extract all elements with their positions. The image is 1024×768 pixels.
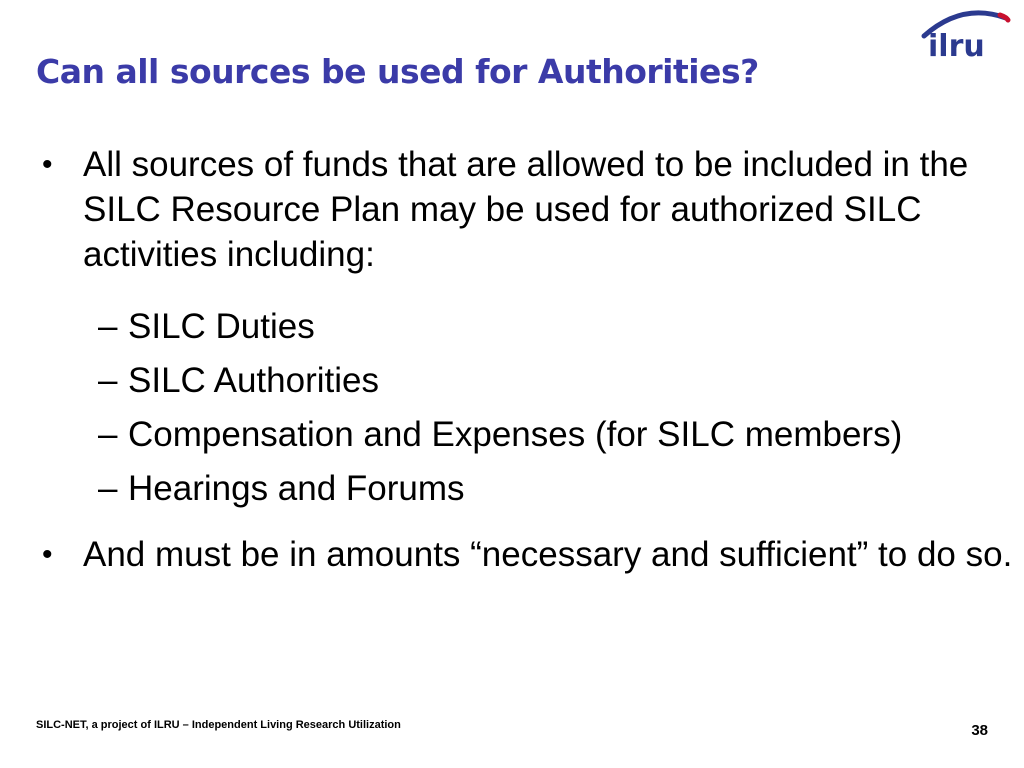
ilru-logo-graphic (918, 6, 1014, 64)
logo-text: ilru (928, 29, 985, 64)
sub-bullet-text: SILC Authorities (128, 361, 379, 400)
bullet-text: And must be in amounts “necessary and sufficient” to do so. (83, 535, 1013, 574)
sub-bullet-text: Hearings and Forums (128, 469, 465, 508)
sub-bullet-marker: – (98, 307, 118, 346)
ilru-logo-icon (918, 6, 1014, 64)
sub-bullet-marker: – (98, 415, 118, 454)
slide-title: Can all sources be used for Authorities? (36, 52, 759, 91)
bullet-text: All sources of funds that are allowed to be included in the SILC Resource Plan may be used for authorized SILC activities including: (83, 145, 969, 274)
sub-bullet-item (98, 408, 902, 462)
sub-bullet-marker: – (98, 469, 118, 508)
sub-bullet-text: SILC Duties (128, 307, 315, 346)
page-number: 38 (971, 722, 988, 739)
sub-bullet-item (98, 354, 902, 408)
bullet-item (40, 142, 1023, 277)
sub-bullet-marker: – (98, 361, 118, 400)
bullet-marker: • (42, 538, 53, 571)
sub-bullet-item (98, 300, 902, 354)
sub-bullet-item (98, 462, 902, 516)
sub-bullet-list (98, 300, 902, 516)
sub-bullet-text: Compensation and Expenses (for SILC members) (128, 415, 903, 454)
bullet-marker: • (42, 148, 53, 181)
footer-text: SILC-NET, a project of ILRU – Independent Living Research Utilization (36, 719, 401, 731)
bullet-item (40, 532, 1023, 577)
